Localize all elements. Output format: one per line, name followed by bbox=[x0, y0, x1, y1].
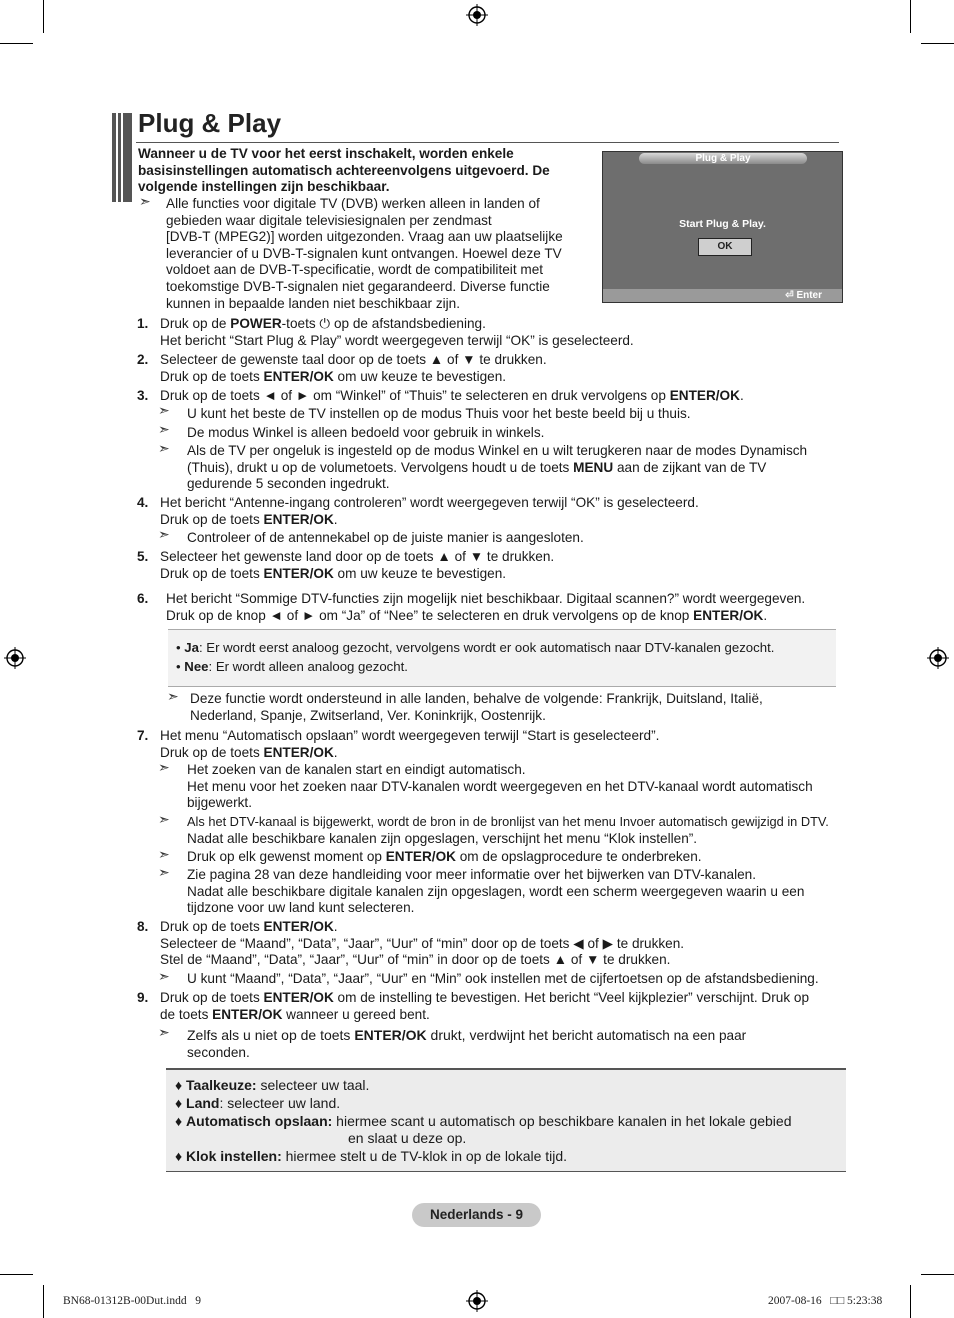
step-number: 1. bbox=[137, 316, 149, 331]
note: Druk op elk gewenst moment op ENTER/OK om de opslagprocedure te onderbreken. bbox=[187, 849, 702, 864]
bullet-icon: ♦ bbox=[175, 1113, 183, 1129]
registration-mark-icon bbox=[466, 4, 488, 26]
note: Als de TV per ongeluk is ingesteld op de modus Winkel en u wilt terugkeren naar de modes Dynamisch (Thuis), drukt u op de volumetoets. Vervolgens houdt u de toets MENU aan de zijkant van de TV gedurende 5 seconden ingedrukt. bbox=[187, 443, 808, 492]
step-number: 4. bbox=[137, 495, 149, 510]
step-9: Druk op de toets ENTER/OK om de instelling te bevestigen. Het bericht “Veel kijkplezier” verschijnt. Druk op de toets ENTER/OK wanneer u gereed bent. bbox=[160, 990, 810, 1022]
note: Zie pagina 28 van deze handleiding voor meer informatie over het bijwerken van DTV-kanalen. Nadat alle beschikbare digitale kanalen zijn opgeslagen, wordt een scherm weergegeven waarin u een tijdzone voor uw land kunt selecteren. bbox=[187, 867, 805, 916]
note: Controleer of de antennekabel op de juiste manier is aangesloten. bbox=[187, 530, 584, 545]
intro-text: Wanneer u de TV voor het eerst inschakelt, worden enkele basisinstellingen automatisch achtereenvolgens uitgevoerd. De volgende instellingen zijn beschikbaar. bbox=[138, 146, 550, 194]
crop-mark bbox=[0, 1274, 33, 1275]
step-6: Het bericht “Sommige DTV-functies zijn mogelijk niet beschikbaar. Digitaal scannen?” wordt weergegeven. Druk op de knop ◄ of ► om “Ja” of “Nee” te selecteren en druk vervolgens op de knop ENTER/OK. bbox=[166, 591, 806, 623]
crop-mark bbox=[0, 43, 33, 44]
tv-ok-button[interactable]: OK bbox=[698, 238, 752, 256]
registration-mark-icon bbox=[4, 647, 26, 669]
step-3: Druk op de toets ◄ of ► om “Winkel” of “Thuis” te selecteren en druk vervolgens op ENTER/OK. bbox=[160, 388, 744, 403]
bullet-icon: • bbox=[176, 640, 181, 655]
crop-mark bbox=[921, 43, 954, 44]
crop-mark bbox=[43, 0, 44, 33]
crop-mark bbox=[921, 1274, 954, 1275]
note-arrow-icon: ➣ bbox=[139, 193, 151, 209]
note-arrow-icon: ➣ bbox=[158, 968, 170, 984]
options-box: • Ja: Er wordt eerst analoog gezocht, vervolgens wordt er ook automatisch naar DTV-kanalen gezocht. • Nee: Er wordt alleen analoog gezocht. bbox=[168, 629, 836, 687]
note-arrow-icon: ➣ bbox=[167, 688, 179, 704]
page-title: Plug & Play bbox=[138, 108, 282, 138]
note-arrow-icon: ➣ bbox=[158, 864, 170, 880]
note-arrow-icon: ➣ bbox=[158, 440, 170, 456]
step-4: Het bericht “Antenne-ingang controleren” wordt weergegeven terwijl “OK” is geselecteerd. Druk op de toets ENTER/OK. bbox=[160, 495, 699, 527]
tv-message: Start Plug & Play. bbox=[679, 218, 766, 230]
tv-screen-illustration bbox=[602, 151, 843, 303]
step-2: Selecteer de gewenste taal door op de toets ▲ of ▼ te drukken. Druk op de toets ENTER/OK om uw keuze te bevestigen. bbox=[160, 352, 547, 384]
bullet-icon: ♦ bbox=[175, 1077, 183, 1093]
intro-note: Alle functies voor digitale TV (DVB) werken alleen in landen of gebieden waar digitale televisiesignalen per zendmast [DVB-T (MPEG2)] worden uitgezonden. Vraag aan uw plaatselijke leverancier of u DVB-T-signalen kunt ontvangen. Hoewel deze TV voldoet aan de DVB-T-specificatie, wordt de compatibiliteit met toekomstige DVB-T-signalen niet gegarandeerd. Diverse functie kunnen in bepaalde landen niet beschikbaar zijn. bbox=[166, 196, 563, 311]
note: Als het DTV-kanaal is bijgewerkt, wordt de bron in de bronlijst van het menu Invoer automatisch gewijzigd in DTV. Nadat alle beschikbare kanalen zijn opgeslagen, verschijnt het menu “Klok instellen”. bbox=[187, 814, 829, 846]
power-icon: ⏻ bbox=[319, 316, 331, 331]
step-number: 7. bbox=[137, 728, 149, 743]
step-7: Het menu “Automatisch opslaan” wordt weergegeven terwijl “Start is geselecteerd”. Druk op de toets ENTER/OK. bbox=[160, 728, 660, 760]
crop-mark bbox=[910, 1285, 911, 1318]
note: U kunt het beste de TV instellen op de modus Thuis voor het beste beeld bij u thuis. bbox=[187, 406, 691, 421]
note: De modus Winkel is alleen bedoeld voor gebruik in winkels. bbox=[187, 425, 545, 440]
registration-mark-icon bbox=[466, 1290, 488, 1312]
note-arrow-icon: ➣ bbox=[158, 421, 170, 437]
page-number-badge: Nederlands - 9 bbox=[412, 1203, 541, 1227]
title-divider bbox=[136, 142, 839, 143]
note-arrow-icon: ➣ bbox=[158, 759, 170, 775]
bullet-icon: ♦ bbox=[175, 1148, 183, 1164]
step-number: 5. bbox=[137, 549, 149, 564]
note: Het zoeken van de kanalen start en eindigt automatisch. Het menu voor het zoeken naar DTV-kanalen wordt weergegeven en het DTV-kanaal wordt automatisch bijgewerkt. bbox=[187, 762, 813, 811]
step-5: Selecteer het gewenste land door op de toets ▲ of ▼ te drukken. Druk op de toets ENTER/OK om uw keuze te bevestigen. bbox=[160, 549, 555, 581]
note-arrow-icon: ➣ bbox=[158, 811, 170, 827]
tv-menu-header: Plug & Play bbox=[639, 153, 807, 164]
step-8: Druk op de toets ENTER/OK. Selecteer de “Maand”, “Data”, “Jaar”, “Uur” of “min” door op de toets ◀ of ▶ te drukken. Stel de “Maand”, “Data”, “Jaar”, “Uur” of “min” in door op de toets ▲ of ▼ te drukken. bbox=[160, 919, 685, 968]
crop-mark bbox=[43, 1285, 44, 1318]
crop-mark bbox=[910, 0, 911, 33]
registration-mark-icon bbox=[927, 647, 949, 669]
footer-date: 2007-08-16 □□ 5:23:38 bbox=[768, 1295, 883, 1307]
summary-box: ♦ Taalkeuze: selecteer uw taal. ♦ Land: selecteer uw land. ♦ Automatisch opslaan: hiermee scant u automatisch op beschikbare kanalen in het lokale gebied en slaat u deze op. ♦ Klok instellen: hiermee stelt u de TV-klok in op de lokale tijd. bbox=[166, 1068, 846, 1172]
bullet-icon: • bbox=[176, 659, 181, 674]
bullet-icon: ♦ bbox=[175, 1095, 183, 1111]
note: Zelfs als u niet op de toets ENTER/OK drukt, verdwijnt het bericht automatisch na een paar seconden. bbox=[187, 1027, 747, 1060]
enter-icon: ⏎ bbox=[785, 290, 797, 301]
note-arrow-icon: ➣ bbox=[158, 526, 170, 542]
tv-footer-bar: ⏎ Enter bbox=[603, 289, 842, 302]
step-number: 6. bbox=[137, 591, 149, 606]
step-number: 8. bbox=[137, 919, 149, 934]
note: U kunt “Maand”, “Data”, “Jaar”, “Uur” en “Min” ook instellen met de cijfertoetsen op de afstandsbediening. bbox=[187, 971, 819, 986]
note-arrow-icon: ➣ bbox=[158, 846, 170, 862]
step-number: 3. bbox=[137, 388, 149, 403]
note-arrow-icon: ➣ bbox=[158, 402, 170, 418]
note: Deze functie wordt ondersteund in alle landen, behalve de volgende: Frankrijk, Duitsland, Italië, Nederland, Spanje, Zwitserland, Ver. Koninkrijk, Oostenrijk. bbox=[190, 691, 763, 723]
step-number: 9. bbox=[137, 990, 149, 1005]
note-arrow-icon: ➣ bbox=[158, 1024, 170, 1040]
footer-file-name: BN68-01312B-00Dut.indd 9 bbox=[63, 1295, 201, 1307]
step-1: Druk op de POWER-toets ⏻ op de afstandsbediening. Het bericht “Start Plug & Play” wordt weergegeven terwijl “OK” is geselecteerd. bbox=[160, 316, 634, 348]
step-number: 2. bbox=[137, 352, 149, 367]
